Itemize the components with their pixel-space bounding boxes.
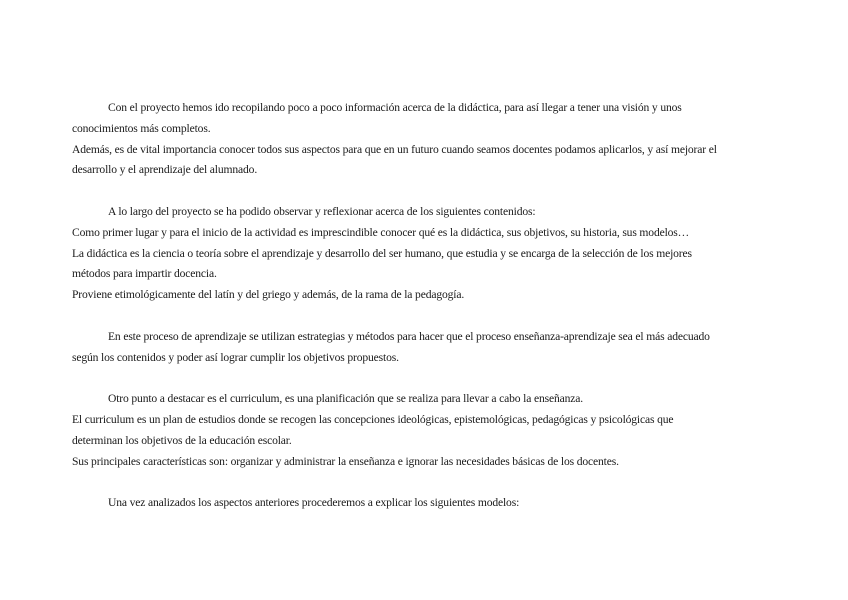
- paragraph-spacer: [72, 181, 772, 202]
- text-line: La didáctica es la ciencia o teoría sobre el aprendizaje y desarrollo del ser humano, que estudia y se encarga de la selección de los mejores: [72, 246, 692, 260]
- text-line: conocimientos más completos.: [72, 121, 211, 135]
- paragraph-2: [72, 202, 772, 306]
- text-line: En este proceso de aprendizaje se utilizan estrategias y métodos para hacer que el proceso enseñanza-aprendizaje sea el más adecuado: [108, 329, 710, 343]
- paragraph-5: [72, 493, 772, 514]
- document-body: [72, 98, 772, 514]
- text-line: según los contenidos y poder así lograr cumplir los objetivos propuestos.: [72, 350, 399, 364]
- paragraph-spacer: [72, 368, 772, 389]
- text-line: Sus principales características son: organizar y administrar la enseñanza e ignorar las necesidades básicas de los docentes.: [72, 454, 619, 468]
- text-line: Como primer lugar y para el inicio de la actividad es imprescindible conocer qué es la didáctica, sus objetivos, su historia, sus modelos…: [72, 225, 690, 239]
- text-line: Además, es de vital importancia conocer todos sus aspectos para que en un futuro cuando seamos docentes podamos aplicarlos, y así mejorar el: [72, 142, 717, 156]
- paragraph-spacer: [72, 306, 772, 327]
- text-line: métodos para impartir docencia.: [72, 267, 217, 281]
- paragraph-3: [72, 327, 772, 369]
- text-line: Proviene etimológicamente del latín y del griego y además, de la rama de la pedagogía.: [72, 288, 465, 302]
- paragraph-4: [72, 389, 772, 472]
- text-line: Otro punto a destacar es el curriculum, es una planificación que se realiza para llevar a cabo la enseñanza.: [108, 392, 584, 406]
- text-line: Una vez analizados los aspectos anteriores procederemos a explicar los siguientes modelos:: [108, 496, 520, 510]
- paragraph-1: [72, 98, 772, 181]
- text-line: determinan los objetivos de la educación escolar.: [72, 433, 292, 447]
- text-line: Con el proyecto hemos ido recopilando poco a poco información acerca de la didáctica, para así llegar a tener una visión y unos: [108, 101, 682, 114]
- text-line: El curriculum es un plan de estudios donde se recogen las concepciones ideológicas, epistemológicas, pedagógicas y psicológicas que: [72, 412, 674, 426]
- text-line: desarrollo y el aprendizaje del alumnado.: [72, 163, 258, 177]
- text-line: A lo largo del proyecto se ha podido observar y reflexionar acerca de los siguientes contenidos:: [108, 204, 536, 218]
- paragraph-spacer: [72, 472, 772, 493]
